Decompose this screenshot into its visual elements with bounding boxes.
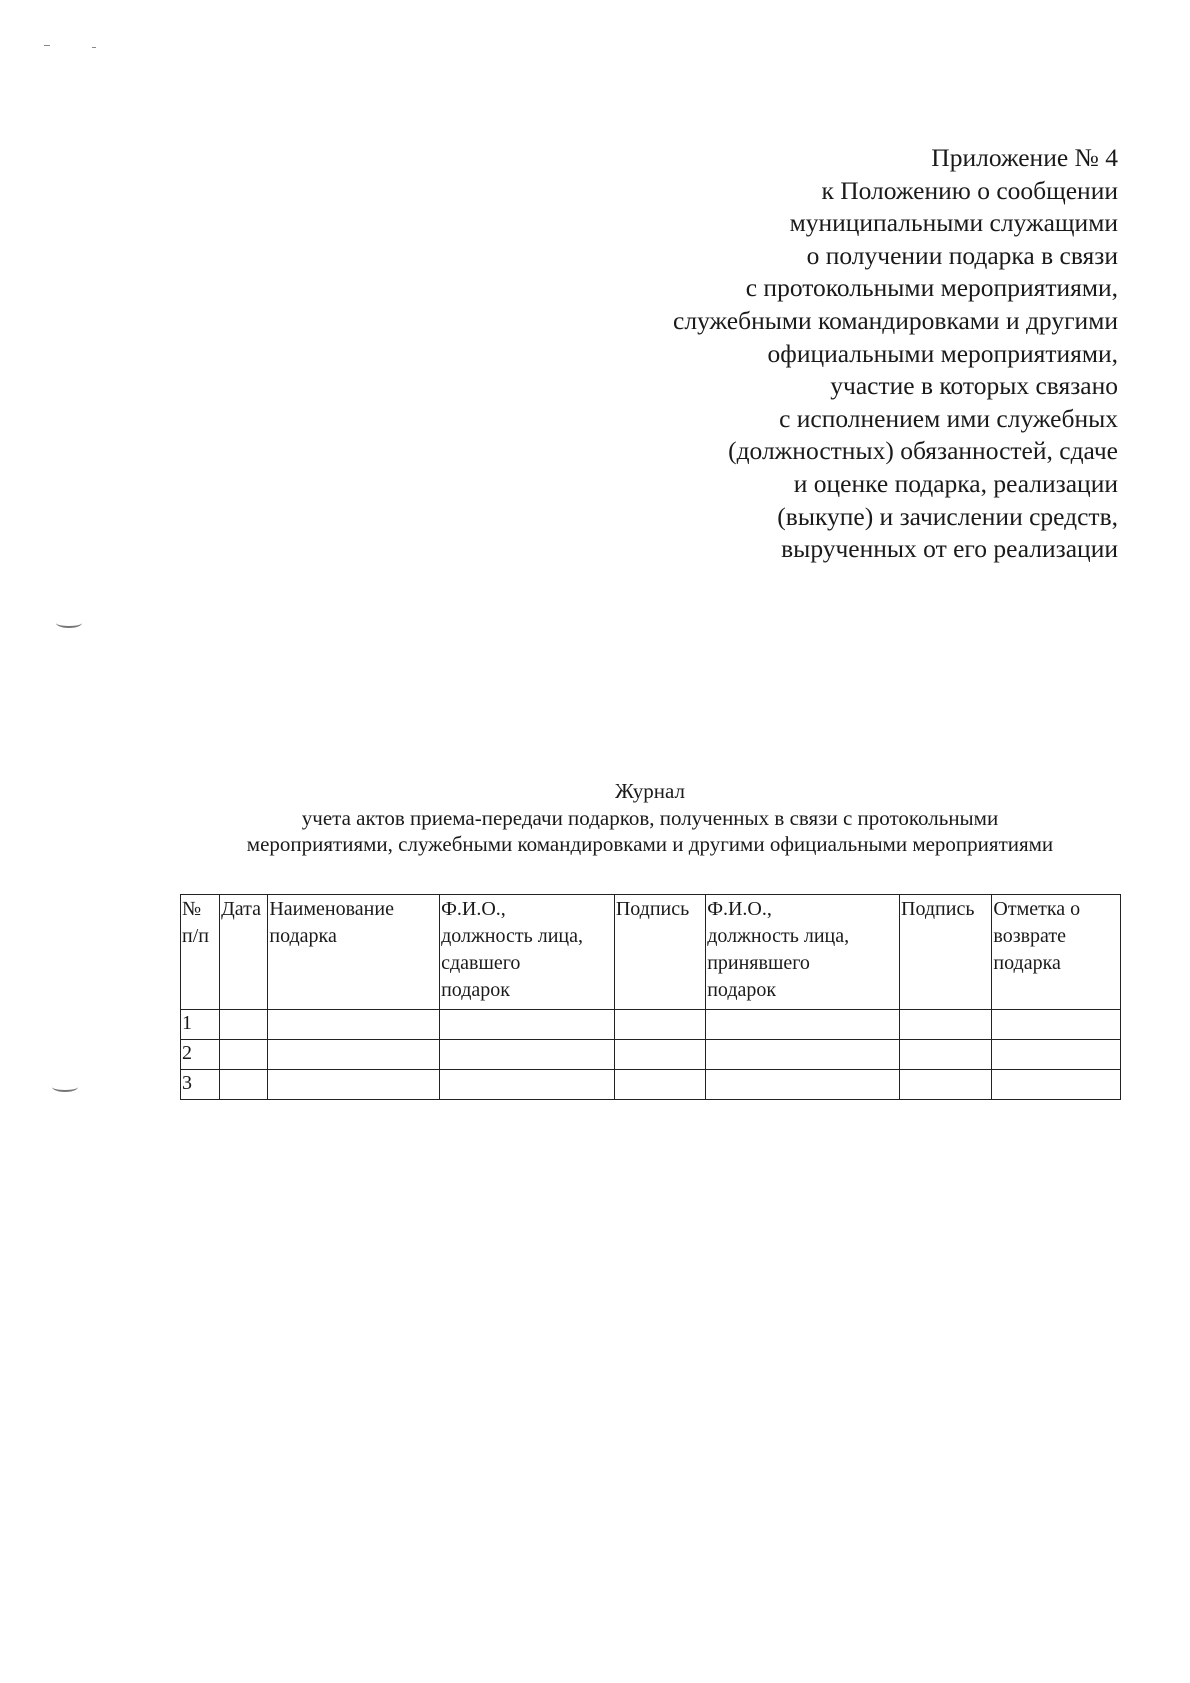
appendix-line: муниципальными служащими — [789, 208, 1118, 238]
header-cell-gift-name: Наименование подарка — [268, 895, 440, 1010]
header-cell-receiver: Ф.И.О., должность лица, принявшего подарок — [706, 895, 900, 1010]
header-cell-date: Дата — [220, 895, 268, 1010]
header-cell-return-note: Отметка о возврате подарка — [992, 895, 1121, 1010]
table-cell — [440, 1040, 615, 1070]
table-cell — [268, 1010, 440, 1040]
appendix-line: с исполнением ими служебных — [779, 403, 1118, 433]
appendix-line: (должностных) обязанностей, сдаче — [728, 436, 1118, 466]
table-cell — [440, 1010, 615, 1040]
binder-hole-mark — [56, 618, 82, 628]
header-row — [181, 895, 1121, 1010]
table-cell — [900, 1010, 992, 1040]
header-cell-receiver-signature: Подпись — [900, 895, 992, 1010]
table-cell — [220, 1010, 268, 1040]
table-cell — [900, 1040, 992, 1070]
table-row — [181, 1010, 1121, 1040]
table-cell — [220, 1040, 268, 1070]
appendix-line: с протокольными мероприятиями, — [745, 273, 1118, 303]
table-row — [181, 1070, 1121, 1100]
table-row — [181, 1040, 1121, 1070]
appendix-line: участие в которых связано — [830, 371, 1118, 401]
table-cell — [440, 1070, 615, 1100]
appendix-line: официальными мероприятиями, — [767, 338, 1118, 368]
table-cell: 3 — [181, 1070, 220, 1100]
header-cell-giver: Ф.И.О., должность лица, сдавшего подарок — [440, 895, 615, 1010]
appendix-line: о получении подарка в связи — [806, 240, 1118, 270]
appendix-reference — [558, 142, 1118, 566]
table-cell — [614, 1070, 705, 1100]
binder-hole-mark — [52, 1082, 78, 1092]
header-cell-number: № п/п — [181, 895, 220, 1010]
header-cell-giver-signature: Подпись — [614, 895, 705, 1010]
scan-artifact — [44, 45, 50, 46]
appendix-line: и оценке подарка, реализации — [793, 468, 1118, 498]
table-cell — [992, 1040, 1121, 1070]
journal-table-header — [181, 895, 1121, 1010]
journal-table-body — [181, 1010, 1121, 1100]
journal-title — [120, 778, 1180, 858]
table-cell — [706, 1070, 900, 1100]
appendix-line: (выкупе) и зачислении средств, — [777, 501, 1118, 531]
appendix-line: служебными командировками и другими — [673, 305, 1118, 335]
appendix-line: Приложение № 4 — [931, 143, 1118, 172]
table-cell — [268, 1070, 440, 1100]
journal-title-subtitle: учета актов приема-передачи подарков, полученных в связи с протокольными — [301, 805, 999, 830]
appendix-line: к Положению о сообщении — [821, 175, 1118, 205]
table-cell — [614, 1010, 705, 1040]
scan-artifact — [92, 47, 96, 48]
table-cell — [992, 1070, 1121, 1100]
appendix-line: вырученных от его реализации — [781, 534, 1118, 564]
table-cell — [614, 1040, 705, 1070]
journal-title-heading: Журнал — [614, 779, 685, 803]
journal-title-subtitle: мероприятиями, служебными командировками и другими официальными мероприятиями — [246, 832, 1054, 856]
table-cell — [706, 1010, 900, 1040]
table-cell — [220, 1070, 268, 1100]
table-cell: 1 — [181, 1010, 220, 1040]
table-cell: 2 — [181, 1040, 220, 1070]
table-cell — [706, 1040, 900, 1070]
table-cell — [900, 1070, 992, 1100]
table-cell — [268, 1040, 440, 1070]
journal-table — [180, 894, 1121, 1100]
table-cell — [992, 1010, 1121, 1040]
